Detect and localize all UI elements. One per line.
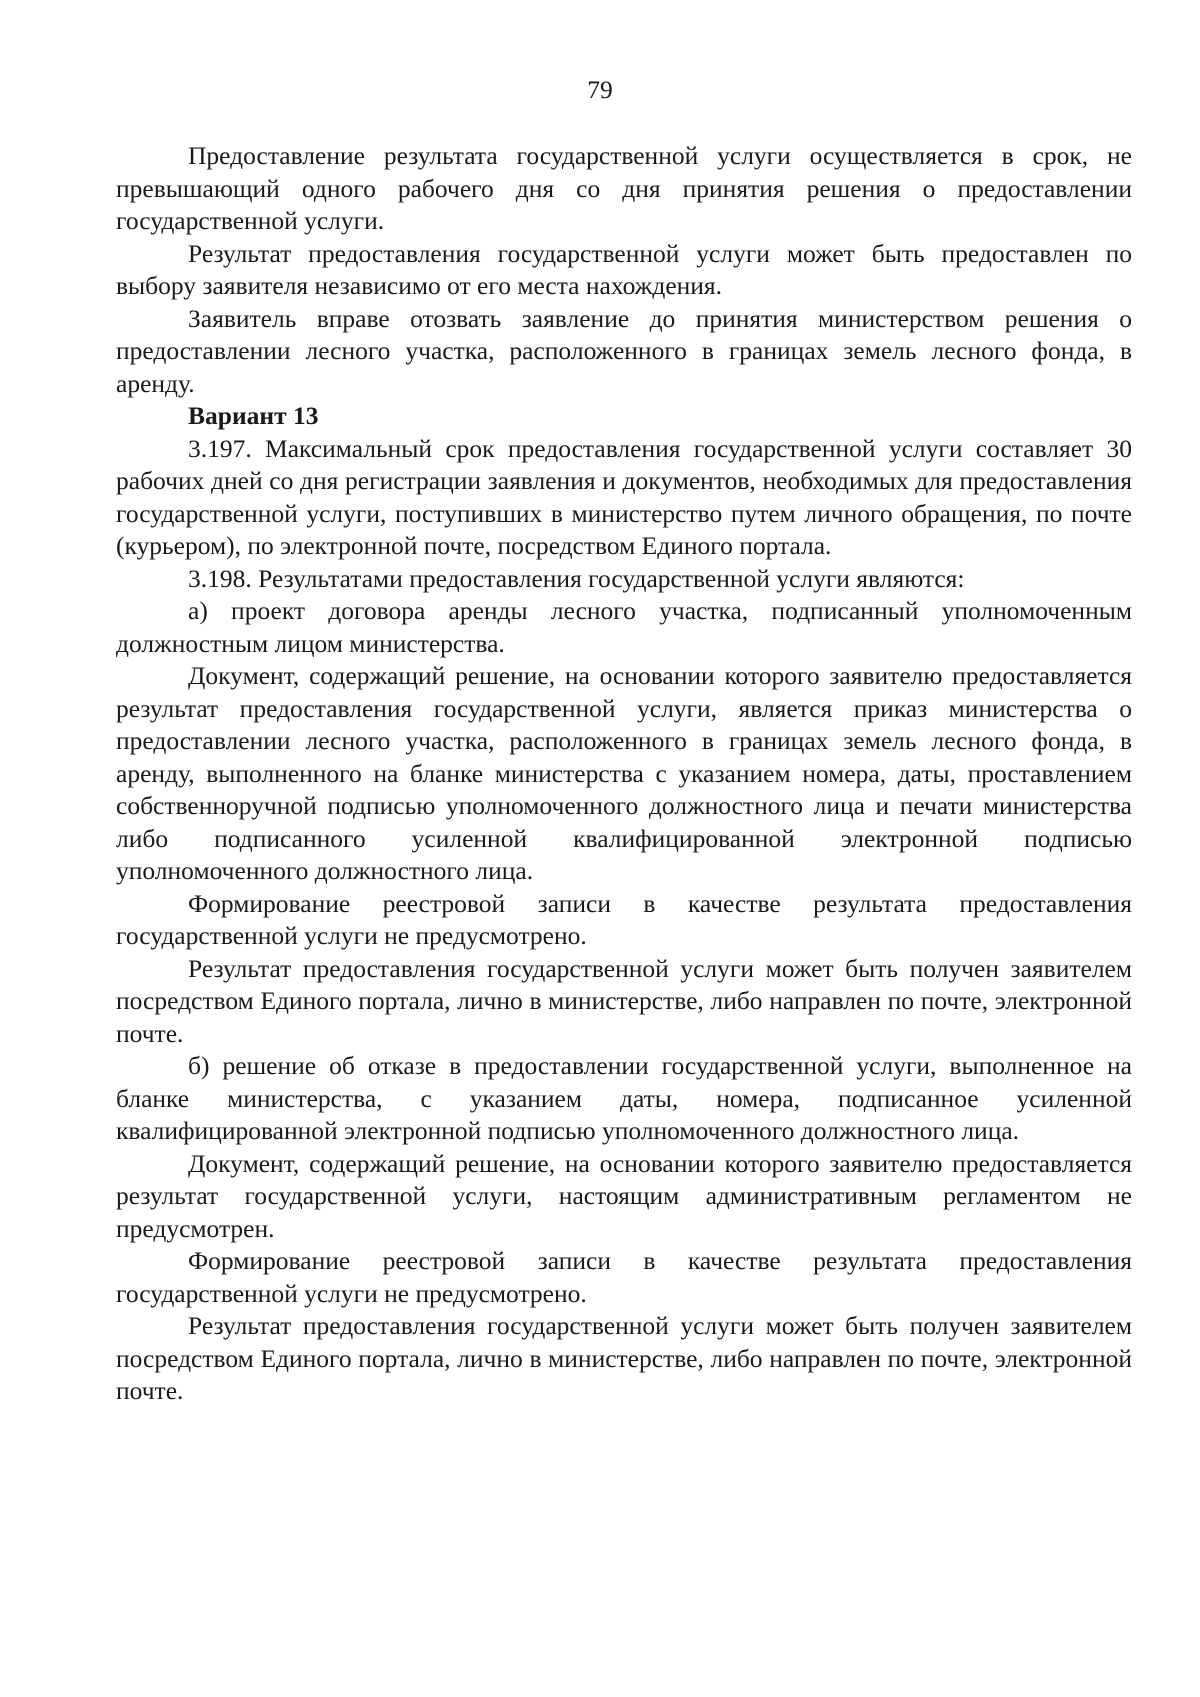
paragraph: Заявитель вправе отозвать заявление до принятия министерством решения о предоставлении лесного участка, расположенного в границах земель лесного фонда, в аренду. xyxy=(116,303,1132,398)
document-body xyxy=(116,140,1132,1408)
paragraph: 3.197. Максимальный срок предоставления государственной услуги составляет 30 рабочих дней со дня регистрации заявления и документов, необходимых для предоставления государственной услуги, поступивших в министерство путем личного обращения, по почте (курьером), по электронной почте, посредством Единого портала. xyxy=(116,433,1132,560)
paragraph: Результат предоставления государственной услуги может быть получен заявителем посредством Единого портала, лично в министерстве, либо направлен по почте, электронной почте. xyxy=(116,1311,1132,1405)
paragraph: Результат предоставления государственной услуги может быть предоставлен по выбору заявителя независимо от его места нахождения. xyxy=(116,238,1132,300)
paragraph: Документ, содержащий решение, на основании которого заявителю предоставляется результат предоставления государственной услуги, является приказ министерства о предоставлении лесного участка, расположенного в границах земель лесного фонда, в аренду, выполненного на бланке министерства с указанием номера, даты, проставлением собственноручной подписью уполномоченного должностного лица и печати министерства либо подписанного усиленной квалифицированной электронной подписью уполномоченного должностного лица. xyxy=(116,661,1132,885)
paragraph: Формирование реестровой записи в качестве результата предоставления государственной услуги не предусмотрено. xyxy=(116,888,1132,950)
paragraph: а) проект договора аренды лесного участка, подписанный уполномоченным должностным лицом министерства. xyxy=(116,596,1132,658)
paragraph: 3.198. Результатами предоставления государственной услуги являются: xyxy=(188,563,965,593)
paragraph: Документ, содержащий решение, на основании которого заявителю предоставляется результат государственной услуги, настоящим административным регламентом не предусмотрен. xyxy=(116,1148,1132,1243)
paragraph: б) решение об отказе в предоставлении государственной услуги, выполненное на бланке министерства, с указанием даты, номера, подписанное усиленной квалифицированной электронной подписью уполномоченного должностного лица. xyxy=(116,1051,1132,1145)
paragraph: Результат предоставления государственной услуги может быть получен заявителем посредством Единого портала, лично в министерстве, либо направлен по почте, электронной почте. xyxy=(116,953,1132,1048)
section-heading: Вариант 13 xyxy=(188,401,319,430)
paragraph: Предоставление результата государственной услуги осуществляется в срок, не превышающий одного рабочего дня со дня принятия решения о предоставлении государственной услуги. xyxy=(116,141,1132,235)
paragraph: Формирование реестровой записи в качестве результата предоставления государственной услуги не предусмотрено. xyxy=(116,1246,1132,1308)
page-number: 79 xyxy=(587,75,613,104)
